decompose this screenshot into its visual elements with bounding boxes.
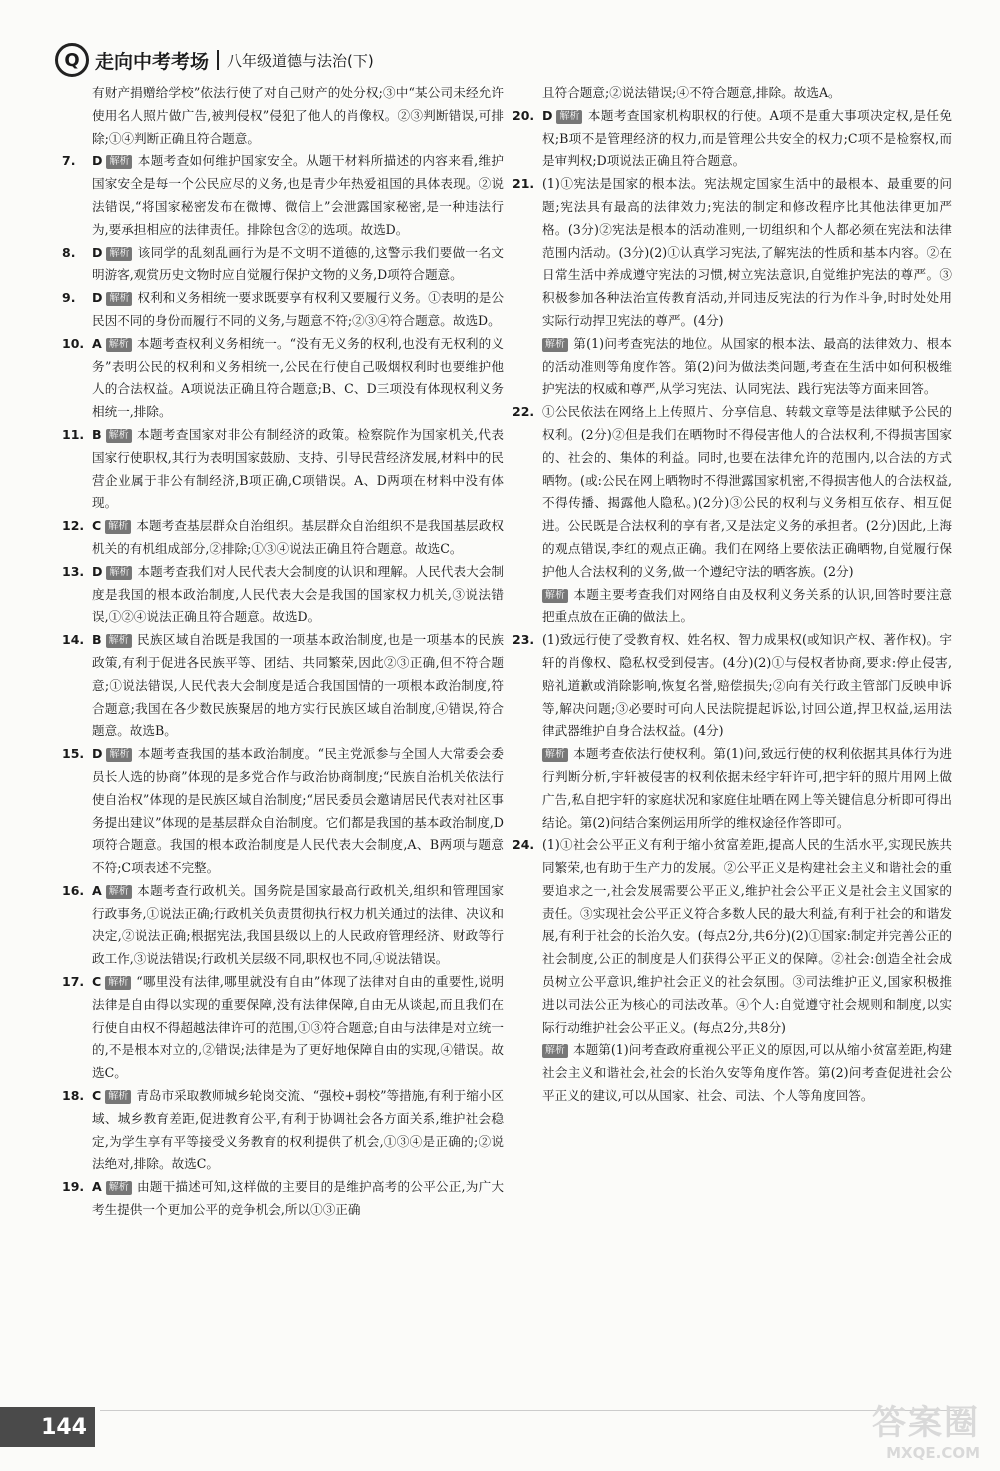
answer-item	[62, 743, 504, 880]
item-number: 12.	[62, 518, 85, 534]
continued-text: 有财产捐赠给学校”依法行使了对自己财产的处分权;③中“某公司未经允许使用名人照片做广告,被判侵权”侵犯了他人的肖像权。②③判断错误,可排除;①④判断正确且符合题意。	[92, 85, 504, 146]
answer-text: (1)①宪法是国家的根本法。宪法规定国家生活中的最根本、最重要的问题;宪法具有最高的法律效力;宪法的制定和修改程序比其他法律更加严格。(3分)②宪法是根本的活动准则,一切组织和个人都必须在宪法和法律范围内活动。(3分)(2)①认真学习宪法,了解宪法的性质和基本内容。②在日常生活中养成遵守宪法的习惯,树立宪法意识,自觉维护宪法的尊严。③积极参加各种法治宣传教育活动,并同违反宪法的行为作斗争,时时处处用实际行动捍卫宪法的尊严。(4分)	[542, 176, 952, 328]
answer-item	[62, 333, 504, 424]
analysis-text: 本题主要考查我们对网络自由及权利义务关系的认识,回答时要注意把重点放在正确的做法上。	[542, 586, 952, 625]
item-number: 7.	[62, 153, 76, 169]
item-number: 15.	[62, 746, 85, 762]
item-number: 18.	[62, 1088, 85, 1104]
answer-text: “哪里没有法律,哪里就没有自由”体现了法律对自由的重要性,说明法律是自由得以实现的重要保障,没有法律保障,自由无从谈起,而且我们在行使自由权不得超越法律许可的范围,①③符合题意;自由与法律是对立统一的,不是根本对立的,②错误;法律是为了更好地保障自由的实现,④错误。故选C。	[92, 974, 504, 1081]
answer-item	[62, 629, 504, 743]
answer-text: 本题考查如何维护国家安全。从题干材料所描述的内容来看,维护国家安全是每一个公民应尽的义务,也是青少年热爱祖国的具体表现。②说法错误,“将国家秘密发布在微博、微信上”会泄露国家秘密,是一种违法行为,要承担相应的法律责任。排除包含②的选项。故选D。	[92, 153, 504, 237]
analysis-paragraph	[542, 1039, 952, 1107]
answer-letter: D	[92, 153, 103, 169]
answer-text: 该同学的乱刻乱画行为是不文明不道德的,这警示我们要做一名文明游客,观赏历史文物时应自觉履行保护文物的义务,D项符合题意。	[92, 244, 504, 283]
analysis-tag: 解析	[106, 566, 132, 580]
watermark-url: MXQE.COM	[886, 1444, 980, 1462]
analysis-tag: 解析	[106, 748, 132, 762]
answer-text: 本题考查我们对人民代表大会制度的认识和理解。人民代表大会制度是我国的根本政治制度,人民代表大会是我国的国家权力机关,③说法错误,①②④说法正确且符合题意。故选D。	[92, 563, 504, 625]
answer-text: 本题考查国家对非公有制经济的政策。检察院作为国家机关,代表国家行使职权,其行为表明国家鼓励、支持、引导民营经济发展,材料中的民营企业属于非公有制经济,B项正确,C项错误。A、D两项在材料中没有体现。	[92, 426, 504, 511]
answer-item	[512, 105, 952, 173]
answer-item	[512, 401, 952, 583]
analysis-tag: 解析	[556, 110, 582, 124]
analysis-text: 本题第(1)问考查政府重视公平正义的原因,可以从缩小贫富差距,构建社会主义和谐社会,社会的长治久安等角度作答。第(2)问考查促进社会公平正义的建议,可以从国家、社会、司法、个人等角度回答。	[542, 1042, 952, 1104]
answer-item	[62, 515, 504, 561]
analysis-text: 本题考查依法行使权利。第(1)问,致远行使的权利依据其具体行为进行判断分析,宇轩被侵害的权利依据未经宇轩许可,把宇轩的照片用网上做广告,私自把宇轩的家庭状况和家庭住址晒在网上等关键信息分析即可得出结论。第(2)问结合案例运用所学的维权途径作答即可。	[542, 746, 952, 830]
answer-text: 本题考查基层群众自治组织。基层群众自治组织不是我国基层政权机关的有机组成部分,②排除;①③④说法正确且符合题意。故选C。	[92, 518, 504, 556]
continued-text: 且符合题意;②说法错误;④不符合题意,排除。故选A。	[542, 85, 841, 100]
answer-letter: D	[92, 290, 103, 306]
analysis-tag: 解析	[106, 429, 132, 443]
answer-text: 权利和义务相统一要求既要享有权利又要履行义务。①表明的是公民因不同的身份而履行不同的义务,与题意不符;②③④符合题意。故选D。	[92, 290, 504, 328]
answer-item	[62, 287, 504, 333]
analysis-paragraph	[542, 333, 952, 401]
analysis-tag: 解析	[105, 520, 131, 534]
item-number: 17.	[62, 974, 85, 990]
item-number: 10.	[62, 335, 85, 351]
answer-letter: A	[92, 335, 102, 351]
subject-title: 八年级道德与法治(下)	[227, 51, 374, 70]
answer-letter: B	[92, 426, 102, 442]
analysis-tag: 解析	[106, 1181, 132, 1195]
item-number: 11.	[62, 426, 85, 442]
answer-letter: C	[92, 974, 102, 990]
item-number: 24.	[512, 837, 535, 853]
answer-item	[512, 834, 952, 1039]
watermark-text: 答案圈	[872, 1403, 980, 1443]
item-number: 21.	[512, 176, 535, 192]
answer-text: 本题考查我国的基本政治制度。“民主党派参与全国人大常委会委员长人选的协商”体现的是多党合作与政治协商制度;“民族自治机关依法行使自治权”体现的是民族区域自治制度;“居民委员会邀请居民代表对社区事务提出建议”体现的是基层群众自治制度。它们都是我国的基本政治制度,D项符合题意。我国的根本政治制度是人民代表大会制度,A、B两项与题意不符;C项表述不完整。	[92, 746, 504, 876]
item-number: 22.	[512, 404, 535, 420]
answer-text: (1)①社会公平正义有利于缩小贫富差距,提高人民的生活水平,实现民族共同繁荣,也有助于生产力的发展。②公平正义是构建社会主义和谐社会的重要追求之一,社会发展需要公平正义,维护社会公平正义是社会主义国家的责任。③实现社会公平正义符合多数人民的最大利益,有利于社会的和谐发展,有利于社会的长治久安。(每点2分,共6分)(2)①国家:制定并完善公正的社会制度,公正的制度是人们获得公平正义的保障。②社会:创造全社会成员树立公平意识,维护社会正义的社会氛围。③司法维护正义,国家积极推进以司法公正为核心的司法改革。④个人:自觉遵守社会规则和制度,以实际行动维护社会公平正义。(每点2分,共8分)	[542, 837, 952, 1035]
header-divider	[217, 50, 219, 70]
watermark-logo	[830, 1395, 980, 1465]
answer-text: 由题干描述可知,这样做的主要目的是维护高考的公平公正,为广大考生提供一个更加公平的竞争机会,所以①③正确	[92, 1179, 504, 1218]
item-number: 9.	[62, 290, 76, 306]
answer-item	[62, 242, 504, 288]
answer-item	[62, 424, 504, 515]
answer-item	[512, 629, 952, 743]
analysis-tag: 解析	[106, 292, 132, 306]
item-number: 14.	[62, 632, 85, 648]
answer-letter: C	[92, 1088, 102, 1104]
answer-text: (1)致远行使了受教育权、姓名权、智力成果权(或知识产权、著作权)。宇轩的肖像权、隐私权受到侵害。(4分)(2)①与侵权者协商,要求:停止侵害,赔礼道歉或消除影响,恢复名誉,赔偿损失;②向有关行政主管部门反映申诉等,解决问题;③必要时可向人民法院提起诉讼,讨回公道,捍卫权益,运用法律武器维护自身合法权益。(4分)	[542, 632, 952, 739]
analysis-tag: 解析	[105, 1090, 131, 1104]
item-number: 8.	[62, 244, 76, 260]
answer-letter: C	[92, 518, 102, 534]
answer-item	[62, 561, 504, 629]
analysis-paragraph	[542, 584, 952, 630]
answer-item	[62, 1176, 504, 1222]
analysis-paragraph	[542, 743, 952, 834]
analysis-tag: 解析	[105, 976, 131, 990]
answer-text: 本题考查权利义务相统一。“没有无义务的权利,也没有无权利的义务”表明公民的权利和义务相统一,公民在行使自己吸烟权利时也要维护他人的合法权益。A项说法正确且符合题意;B、C、D三项没有体现权利义务相统一,排除。	[92, 335, 504, 420]
analysis-tag: 解析	[106, 885, 132, 899]
page-number: 144	[0, 1407, 95, 1447]
brand-logo-icon: Q	[55, 43, 89, 77]
answer-item	[62, 1085, 504, 1176]
analysis-tag: 解析	[106, 338, 132, 352]
answer-letter: D	[92, 563, 103, 579]
analysis-text: 第(1)问考查宪法的地位。从国家的根本法、最高的法律效力、根本的活动准则等角度作答。第(2)问为做法类问题,考查在生活中如何积极维护宪法的权威和尊严,从学习宪法、认同宪法、践行宪法等方面来回答。	[542, 335, 952, 397]
analysis-tag: 解析	[542, 338, 568, 352]
analysis-tag: 解析	[106, 155, 132, 169]
answer-letter: D	[542, 107, 553, 123]
item-number: 13.	[62, 563, 85, 579]
answer-text: 民族区域自治既是我国的一项基本政治制度,也是一项基本的民族政策,有利于促进各民族平等、团结、共同繁荣,因此②③正确,但不符合题意;①说法错误,人民代表大会制度是适合我国国情的一项根本政治制度,符合题意;我国在各少数民族聚居的地方实行民族区域自治制度,④错误,符合题意。故选B。	[92, 632, 504, 739]
answer-item	[512, 173, 952, 333]
item-number: 20.	[512, 107, 535, 123]
answer-letter: A	[92, 882, 102, 898]
answer-item	[62, 880, 504, 971]
answer-text: 本题考查国家机构职权的行使。A项不是重大事项决定权,是任免权;B项不是管理经济的权力,而是管理公共安全的权力;C项不是检察权,而是审判权;D项说法正确且符合题意。	[542, 107, 952, 169]
analysis-tag: 解析	[542, 589, 568, 603]
answer-item	[62, 971, 504, 1085]
right-column	[512, 82, 952, 1108]
left-column	[62, 82, 504, 1222]
answer-letter: D	[92, 746, 103, 762]
item-number: 19.	[62, 1179, 85, 1195]
analysis-tag: 解析	[106, 634, 132, 648]
item-number: 16.	[62, 882, 85, 898]
analysis-tag: 解析	[542, 748, 568, 762]
page-header	[55, 42, 374, 78]
answer-text: 本题考查行政机关。国务院是国家最高行政机关,组织和管理国家行政事务,①说法正确;行政机关负责贯彻执行权力机关通过的法律、决议和决定,②说法正确;根据宪法,我国县级以上的人民政府管理经济、财政等行政工作,③说法错误;行政机关层级不同,职权也不同,④说法错误。	[92, 882, 504, 967]
answer-letter: A	[92, 1179, 102, 1195]
answer-letter: B	[92, 632, 102, 648]
analysis-tag: 解析	[542, 1044, 568, 1058]
analysis-tag: 解析	[106, 247, 132, 261]
item-number: 23.	[512, 632, 535, 648]
answer-item	[62, 150, 504, 241]
answer-text: ①公民依法在网络上上传照片、分享信息、转载文章等是法律赋予公民的权利。(2分)②但是我们在晒物时不得侵害他人的合法权利,不得损害国家的、社会的、集体的利益。同时,也要在法律允许的范围内,以合法的方式晒物。(或:公民在网上晒物时不得泄露国家机密,不得损害他人的合法权益,不得传播、揭露他人隐私。)(2分)③公民的权利与义务相互依存、相互促进。公民既是合法权利的享有者,又是法定义务的承担者。(2分)因此,上海的观点错误,李红的观点正确。我们在网络上要依法正确晒物,自觉履行保护他人合法权利的义务,做一个遵纪守法的晒客族。(2分)	[542, 404, 952, 579]
brand-title: 走向中考考场	[95, 50, 210, 73]
answer-text: 青岛市采取教师城乡轮岗交流、“强校+弱校”等措施,有利于缩小区域、城乡教育差距,促进教育公平,有利于协调社会各方面关系,维护社会稳定,为学生享有平等接受义务教育的权利提供了机会,①③④是正确的;②说法绝对,排除。故选C。	[92, 1088, 504, 1172]
answer-letter: D	[92, 244, 103, 260]
